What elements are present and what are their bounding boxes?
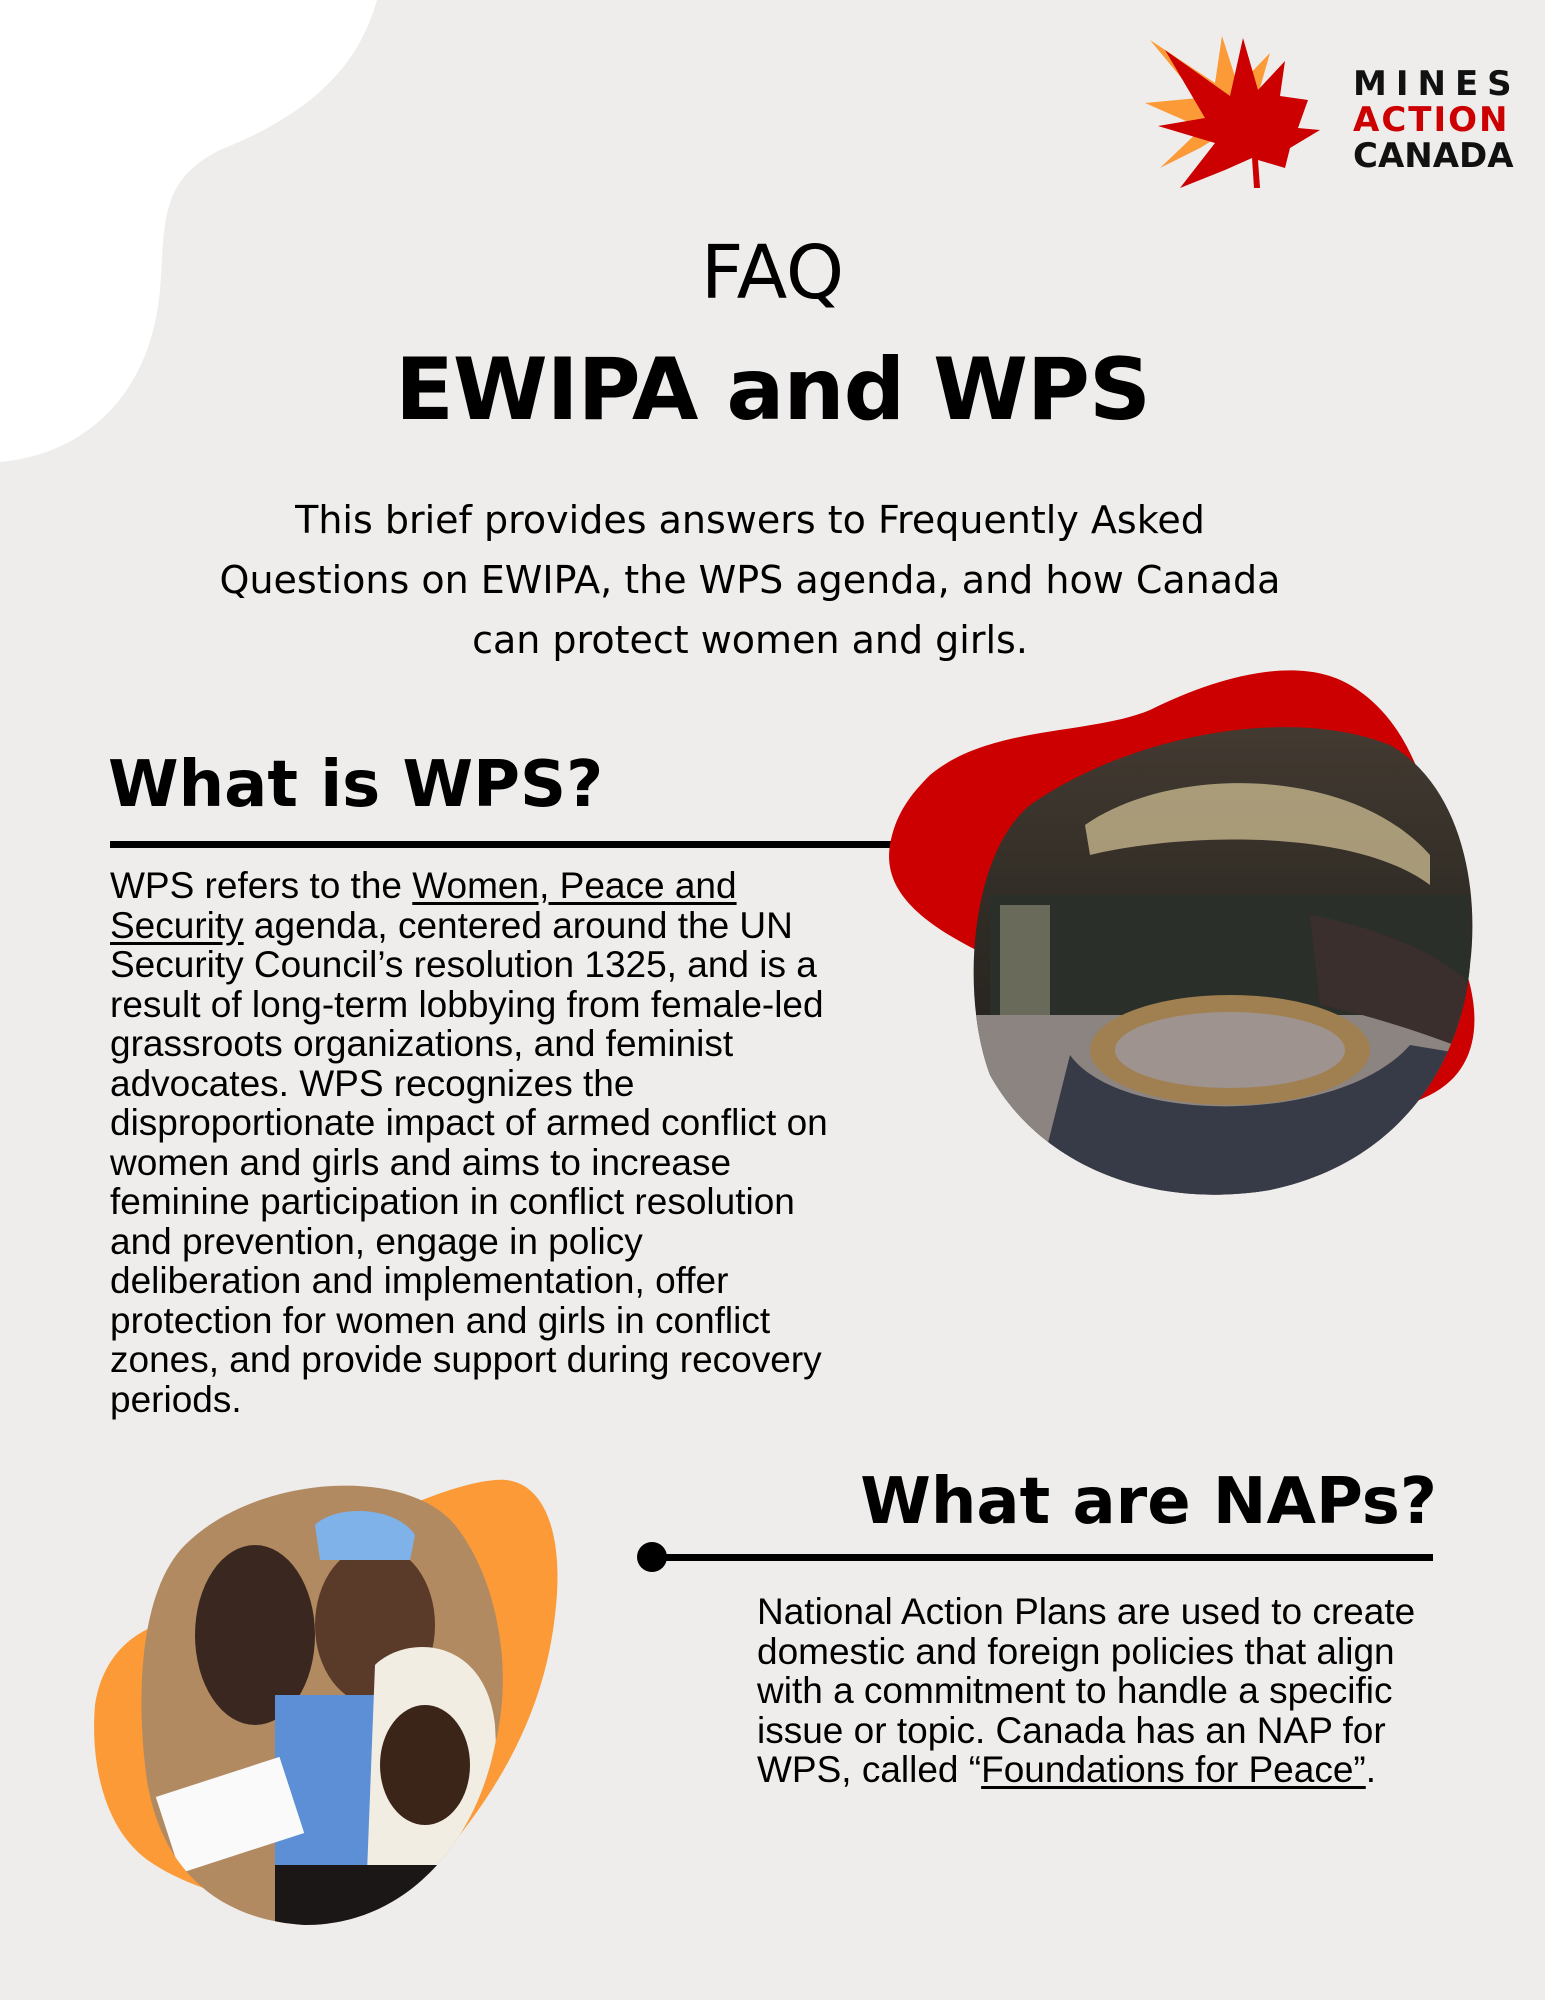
logo-line-canada: CANADA: [1353, 136, 1514, 176]
naps-body-text: [757, 1592, 1457, 1790]
page-kicker: FAQ: [700, 230, 845, 316]
connector-line: [655, 1554, 1433, 1561]
naps-body-suffix: .: [1365, 1749, 1377, 1790]
naps-body-prefix: National Action Plans are used to create domestic and foreign policies that align with a commitment to handle a specific issue or topic. Canada has an NAP for WPS, called “: [757, 1591, 1416, 1790]
page-title: EWIPA and WPS: [395, 340, 1150, 440]
foundations-for-peace-link[interactable]: Foundations for Peace”: [981, 1749, 1366, 1790]
wps-body-text: [110, 866, 830, 1419]
intro-paragraph: This brief provides answers to Frequently Asked Questions on EWIPA, the WPS agenda, and how Canada can protect women and girls.: [219, 498, 1281, 662]
section-heading-naps: What are NAPs?: [860, 1465, 1437, 1539]
logo-line-mines: MINES: [1353, 64, 1521, 104]
wps-agenda-link[interactable]: Women, Peace and Security: [110, 865, 737, 946]
women-and-girl-image: [75, 1465, 755, 1925]
connector-line: [110, 841, 940, 848]
wps-body-prefix: WPS refers to the: [110, 865, 413, 906]
un-security-council-image: [870, 655, 1500, 1215]
maple-leaf-icon: [1140, 28, 1350, 198]
wps-body-suffix: agenda, centered around the UN Security Council’s resolution 1325, and is a result of long-term lobbying from female-led grassroots organizations, and feminist advocates. WPS recognizes the disproportionate impact of armed conflict on women and girls and aims to increase feminine participation in conflict resolution and prevention, engage in policy deliberation and implementation, offer protection for women and girls in conflict zones, and provide support during recovery periods.: [110, 904, 828, 1420]
section-heading-wps: What is WPS?: [108, 748, 604, 822]
mines-action-canada-logo: [1135, 28, 1521, 188]
logo-line-action: ACTION: [1353, 100, 1510, 140]
